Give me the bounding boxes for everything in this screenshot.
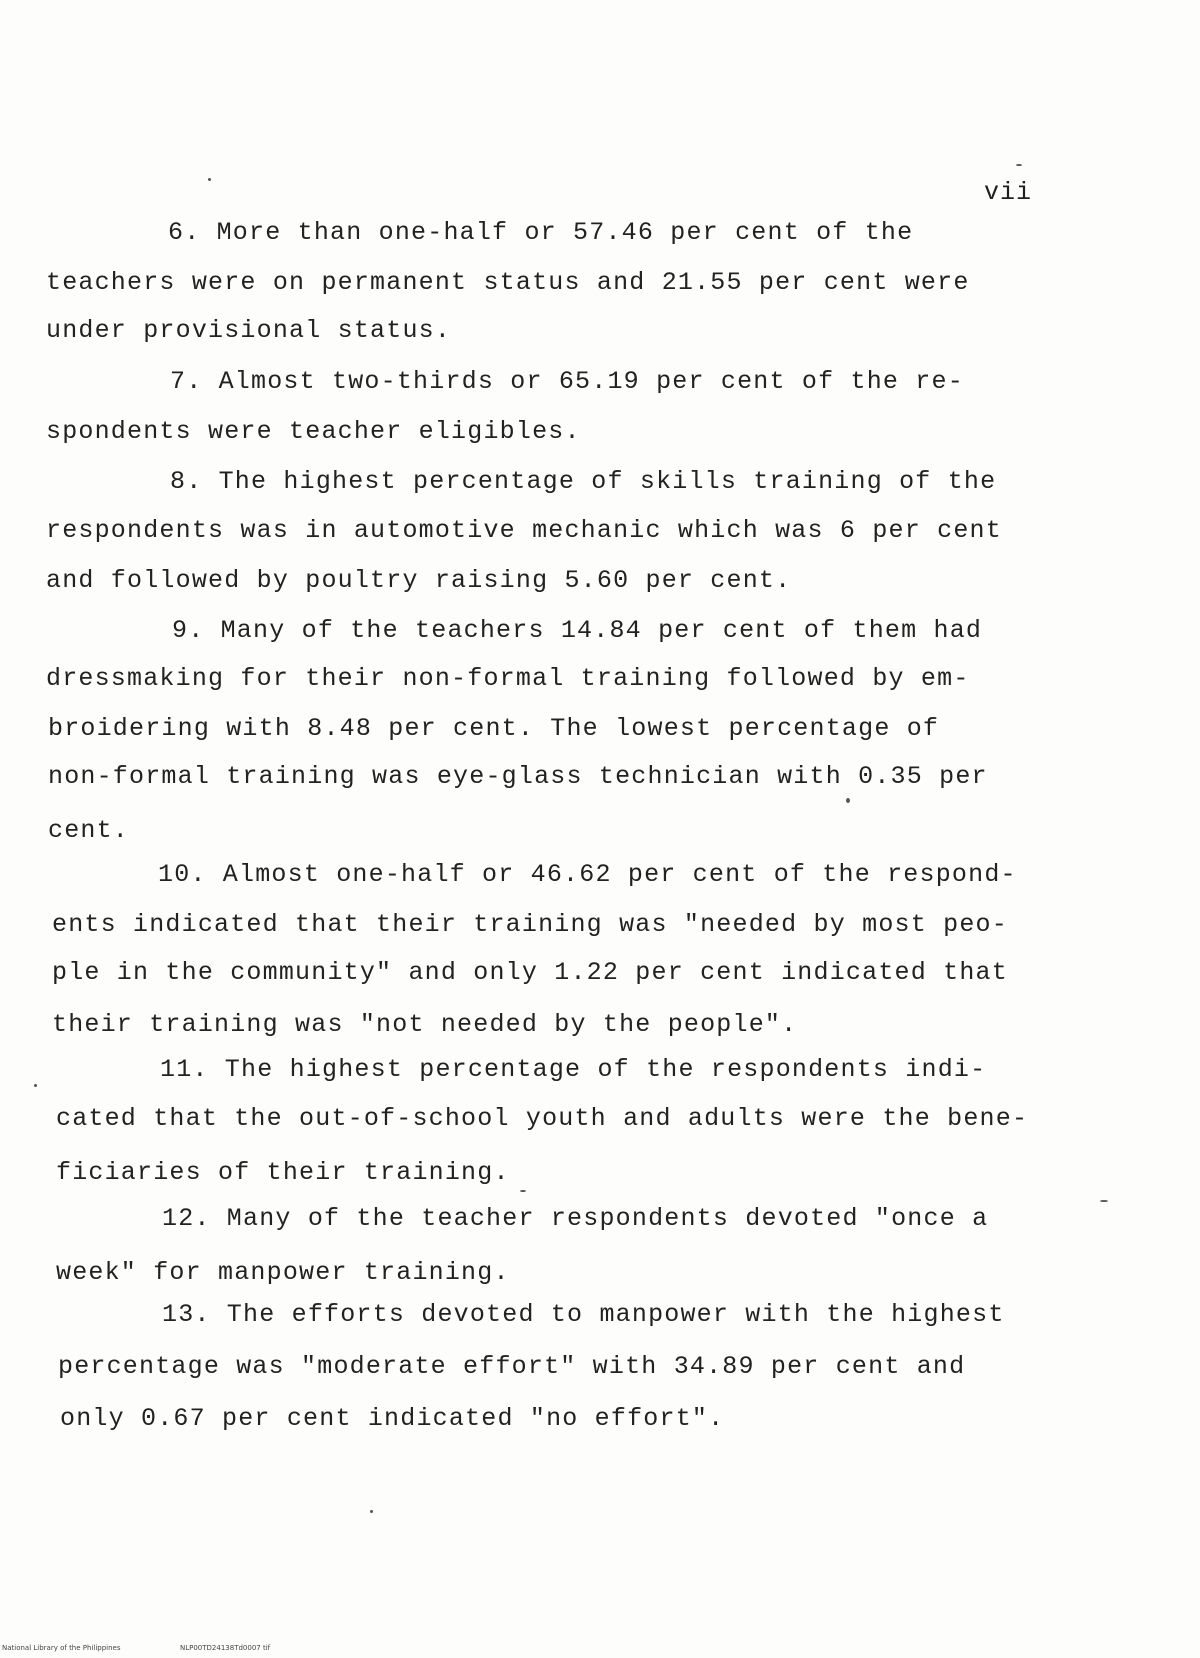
text-line: 9. Many of the teachers 14.84 per cent of them had: [172, 616, 983, 645]
text-line: cated that the out-of-school youth and adults were the bene-: [56, 1104, 1029, 1133]
text-line: 6. More than one-half or 57.46 per cent of the: [168, 218, 914, 247]
scan-speck: [1100, 1200, 1108, 1202]
text-line: 10. Almost one-half or 46.62 per cent of the respond-: [158, 860, 1017, 889]
text-line: spondents were teacher eligibles.: [46, 417, 581, 446]
text-line: and followed by poultry raising 5.60 per cent.: [46, 566, 792, 595]
page-number: vii: [984, 178, 1033, 207]
text-line: non-formal training was eye-glass technician with 0.35 per: [48, 762, 988, 791]
footer-code: NLP00TD24138Td0007 tif: [180, 1644, 271, 1652]
scan-speck: [208, 178, 211, 181]
text-line: 13. The efforts devoted to manpower with the highest: [162, 1300, 1005, 1329]
text-line: percentage was "moderate effort" with 34.89 per cent and: [58, 1352, 966, 1381]
text-line: ents indicated that their training was "needed by most peo-: [52, 910, 1008, 939]
scan-speck: [520, 1190, 526, 1192]
text-line: ple in the community" and only 1.22 per cent indicated that: [52, 958, 1008, 987]
text-line: dressmaking for their non-formal training followed by em-: [46, 664, 970, 693]
text-line: cent.: [48, 816, 130, 845]
footer-library: National Library of the Philippines: [2, 1644, 121, 1652]
scan-speck: [846, 798, 850, 803]
text-line: under provisional status.: [46, 316, 452, 345]
text-line: 8. The highest percentage of skills training of the: [170, 467, 997, 496]
text-line: respondents was in automotive mechanic which was 6 per cent: [46, 516, 1002, 545]
text-line: 11. The highest percentage of the respondents indi-: [160, 1055, 987, 1084]
text-line: broidering with 8.48 per cent. The lowest percentage of: [48, 714, 940, 743]
text-line: week" for manpower training.: [56, 1258, 510, 1287]
text-line: 7. Almost two-thirds or 65.19 per cent of the re-: [170, 367, 964, 396]
scan-speck: [34, 1084, 37, 1087]
text-line: their training was "not needed by the people".: [52, 1010, 798, 1039]
text-line: teachers were on permanent status and 21.55 per cent were: [46, 268, 970, 297]
text-line: ficiaries of their training.: [56, 1158, 510, 1187]
text-line: only 0.67 per cent indicated "no effort".: [60, 1404, 725, 1433]
text-line: 12. Many of the teacher respondents devoted "once a: [162, 1204, 989, 1233]
scan-speck: [370, 1510, 373, 1513]
scan-speck: [1016, 164, 1022, 166]
